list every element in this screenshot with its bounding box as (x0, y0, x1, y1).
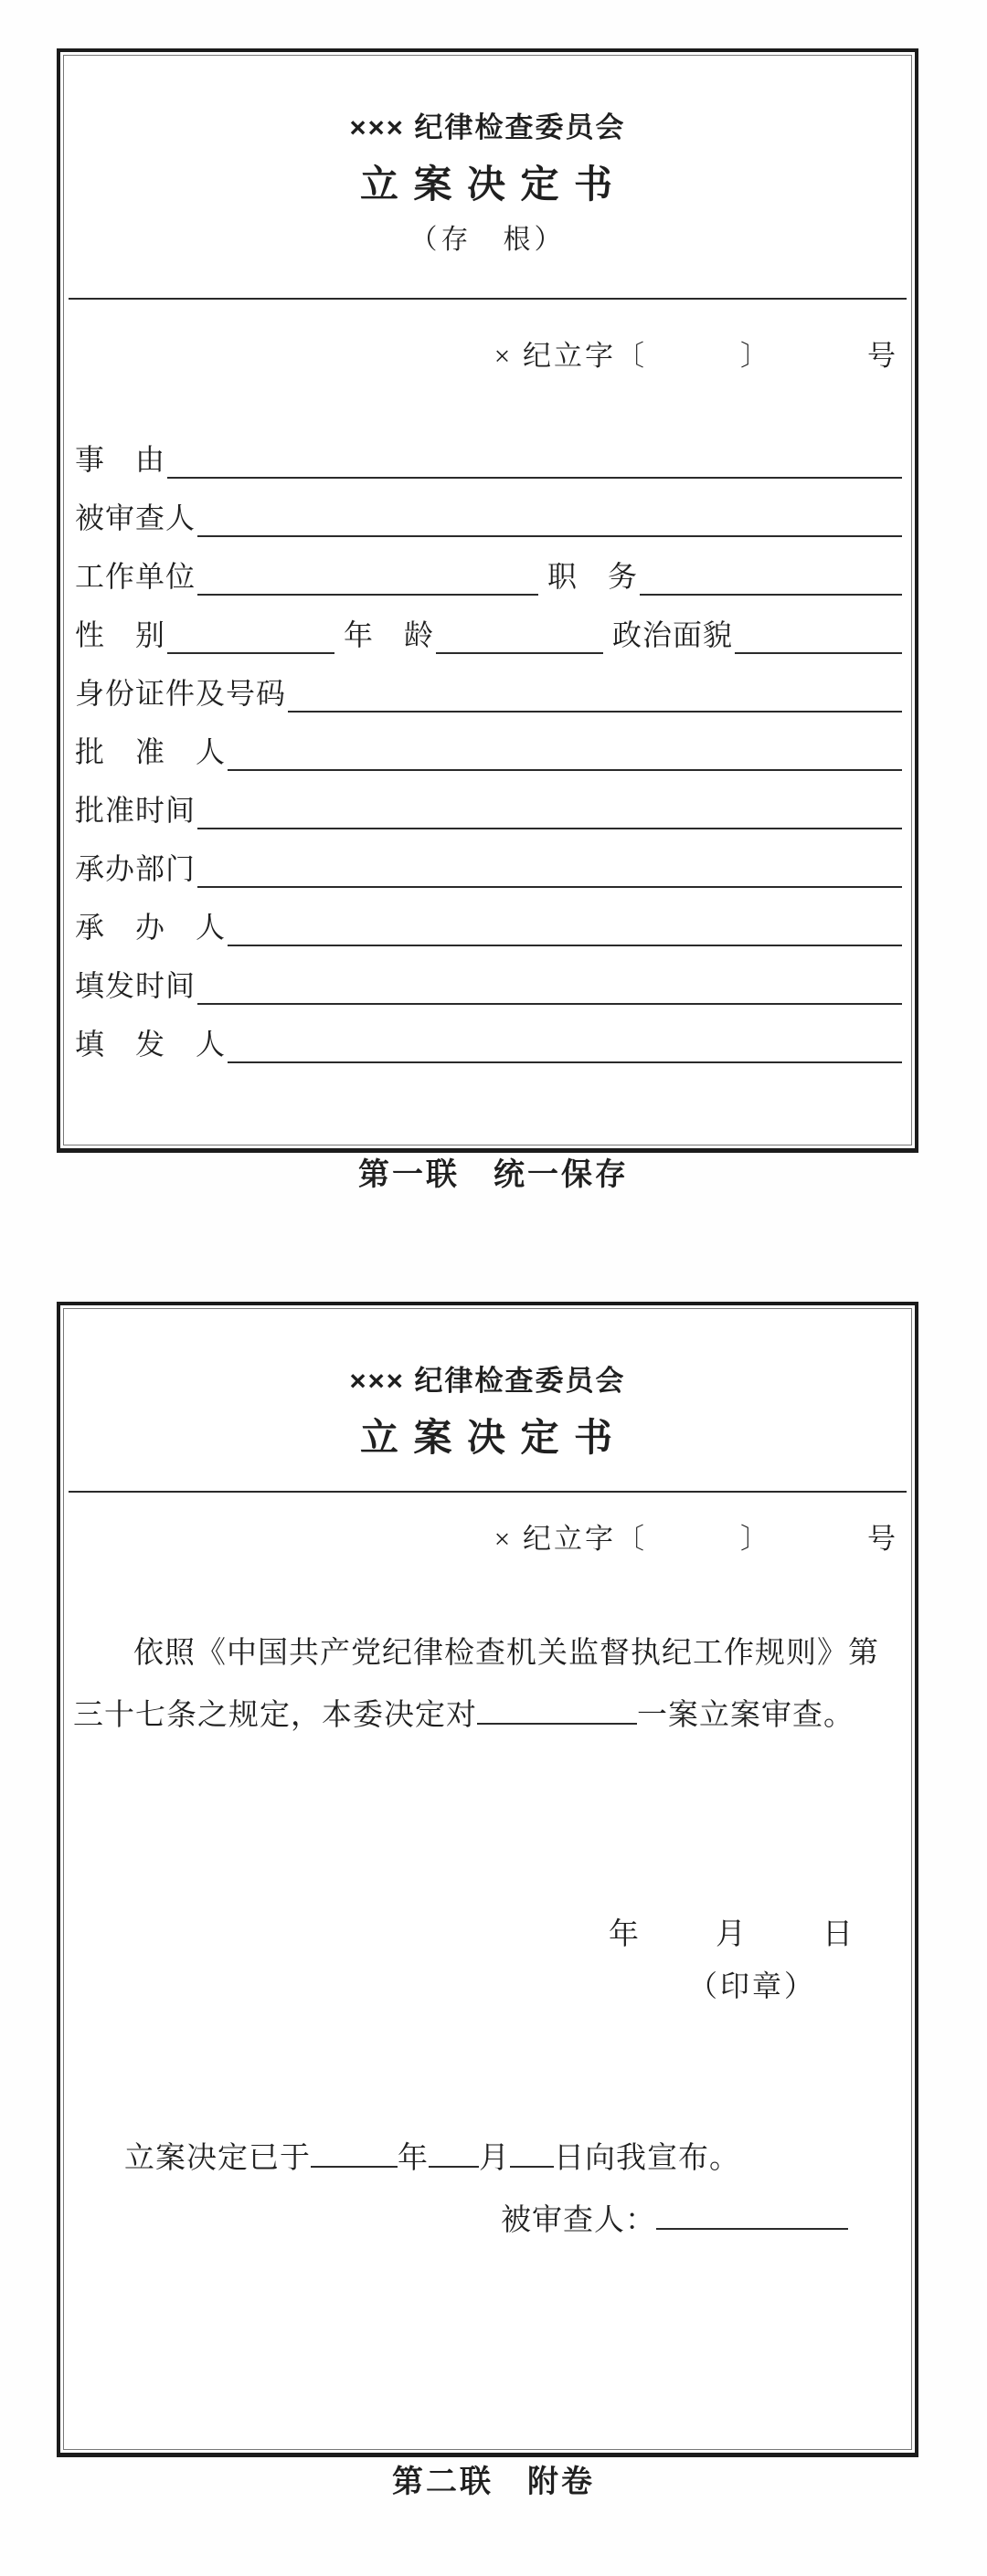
doc-title: 立 案 决 定 书 (359, 1418, 615, 1460)
date-line: 年 月 日 (609, 1918, 858, 1951)
decision-body-line-2-pre: 三十七条之规定，本委决定对 (73, 1699, 477, 1732)
signer-label: 被审查人： (501, 2204, 656, 2237)
header-divider (69, 1491, 907, 1493)
doc-number-line (64, 1521, 911, 1557)
field-label: 性 别 (75, 618, 166, 651)
form-copy-2-inner-frame (63, 1308, 912, 2450)
field-label: 政治面貌 (612, 618, 734, 651)
fill-line (436, 652, 603, 654)
doc-number-prefix: × 纪立字〔 〕 (494, 340, 771, 372)
field-label: 身份证件及号码 (75, 677, 287, 710)
decision-body-line-2 (73, 1684, 900, 1747)
announce-month-blank (429, 2136, 479, 2168)
field-row-handling-dept (75, 829, 902, 888)
field-row-id-number (75, 654, 902, 713)
fill-line (735, 652, 902, 654)
signer-blank (656, 2198, 848, 2230)
fill-line (228, 1061, 902, 1063)
announce-year-label: 年 (398, 2142, 429, 2175)
fill-line (197, 535, 902, 537)
field-row-approval-time (75, 771, 902, 829)
form-copy-2-decision (57, 1302, 918, 2457)
fill-line (228, 945, 902, 946)
field-row-reason (75, 420, 902, 479)
field-row-issue-time (75, 946, 902, 1005)
fill-line (167, 477, 902, 479)
decision-body-line-2-post: 一案立案审查。 (637, 1699, 854, 1732)
field-label: 年 龄 (344, 618, 435, 651)
fill-line (288, 711, 902, 713)
field-label: 承 办 人 (75, 911, 227, 944)
field-label: 工作单位 (75, 560, 196, 593)
announce-month-label: 月 (479, 2142, 510, 2175)
doc-number-prefix: × 纪立字〔 〕 (494, 1523, 771, 1555)
field-label: 职 务 (547, 560, 639, 593)
field-label: 被审查人 (75, 501, 196, 534)
field-row-handler (75, 888, 902, 946)
field-label: 填 发 人 (75, 1028, 227, 1061)
org-name: ××× 纪律检查委员会 (349, 111, 626, 143)
stub-subtitle: （存 根） (409, 225, 566, 255)
fill-line (197, 828, 902, 829)
fill-line (167, 652, 334, 654)
fill-line (197, 886, 902, 888)
field-label: 承办部门 (75, 852, 196, 885)
fill-line (640, 594, 902, 596)
field-row-approver (75, 713, 902, 771)
field-label: 批 准 人 (75, 735, 227, 768)
field-row-person (75, 479, 902, 537)
field-label: 批准时间 (75, 794, 196, 827)
announce-day-blank (510, 2136, 554, 2168)
fill-line (228, 769, 902, 771)
fill-line (197, 1003, 902, 1005)
org-name: ××× 纪律检查委员会 (349, 1365, 626, 1397)
form-copy-1-inner-frame (63, 55, 912, 1145)
signer-line (64, 2198, 911, 2241)
decision-body (64, 1622, 911, 1747)
case-name-blank (477, 1693, 637, 1725)
doc-number-suffix: 号 (867, 340, 898, 372)
doc-number-suffix: 号 (867, 1523, 898, 1555)
field-label: 填发时间 (75, 969, 196, 1002)
stub-field-rows (75, 420, 902, 1063)
decision-body-line-1: 依照《中国共产党纪律检查机关监督执纪工作规则》第 (133, 1637, 879, 1670)
announcement-line (64, 2136, 911, 2179)
field-label: 事 由 (75, 443, 166, 476)
fill-line (197, 594, 538, 596)
announce-post: 日向我宣布。 (554, 2142, 740, 2175)
copy-2-caption: 第二联 附卷 (392, 2465, 595, 2499)
copy-1-caption: 第一联 统一保存 (358, 1158, 629, 1192)
form-copy-1-stub (57, 48, 918, 1153)
announce-pre: 立案决定已于 (124, 2142, 311, 2175)
seal-placeholder: （印章） (687, 1969, 816, 2002)
doc-number-line (64, 338, 911, 375)
field-row-gender-age-politics (75, 596, 902, 654)
header-divider (69, 298, 907, 300)
announce-year-blank (311, 2136, 398, 2168)
doc-title: 立 案 决 定 书 (359, 164, 615, 206)
field-row-issuer (75, 1005, 902, 1063)
field-row-workunit-position (75, 537, 902, 596)
